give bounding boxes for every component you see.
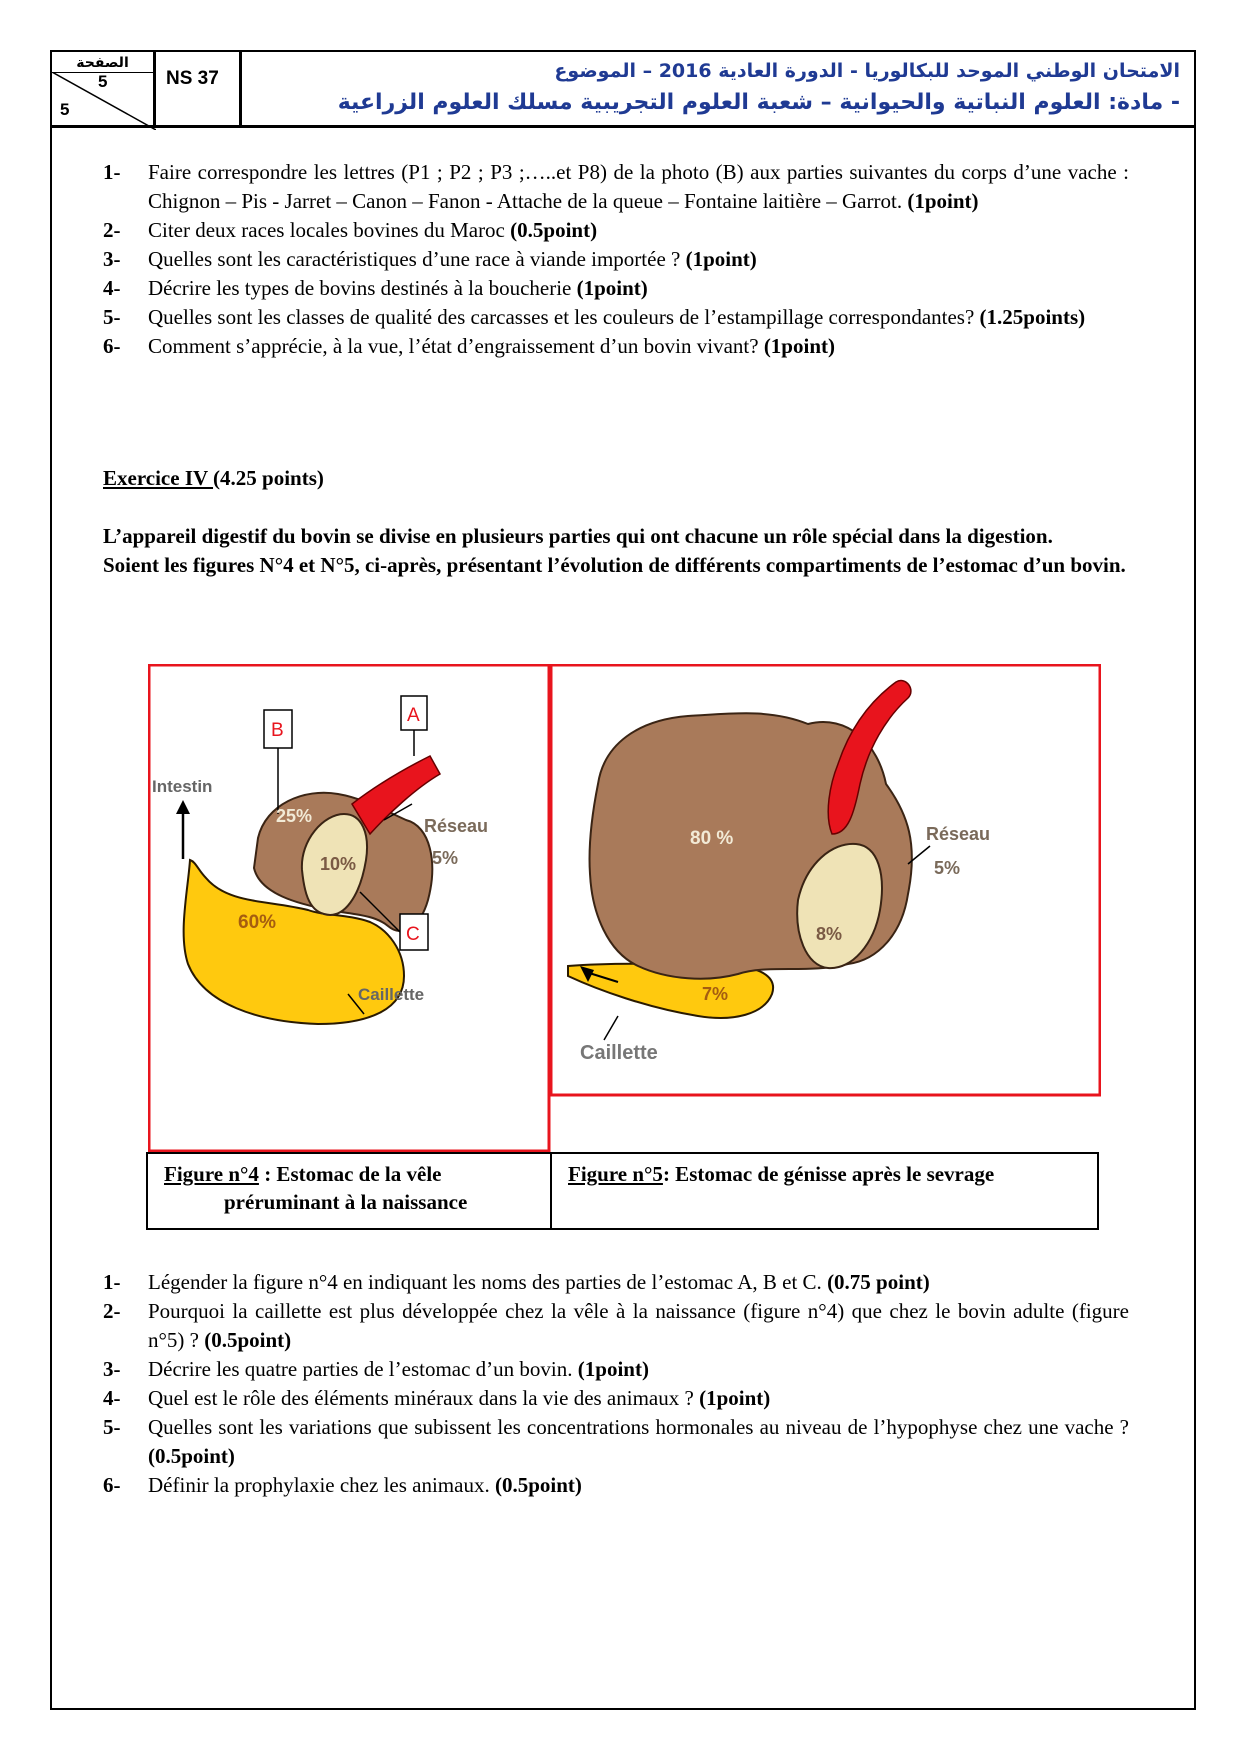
question-item: 5- Quelles sont les variations que subissent les concentrations hormonales au niveau de l’hypophyse chez une vache ? (0.5point) xyxy=(103,1415,1129,1468)
intro-paragraph-2: Soient les figures N°4 et N°5, ci-après, présentant l’évolution de différents compartiments de l’estomac d’un bovin. xyxy=(103,553,1126,577)
exercise-4-heading xyxy=(103,464,1129,493)
label-a: A xyxy=(407,705,420,726)
pct-caillette-7: 7% xyxy=(702,984,729,1004)
question-item: 3- Quelles sont les caractéristiques d’une race à viande importée ? (1point) xyxy=(103,247,757,271)
figure-5 xyxy=(551,665,1100,1095)
page-number-box xyxy=(52,52,156,125)
caption-figure-4: Figure n°4 : Estomac de la vêle préruminant à la naissance xyxy=(148,1154,552,1228)
label-caillette-5: Caillette xyxy=(580,1042,658,1064)
figure-4 xyxy=(149,665,549,1151)
exam-code: NS 37 xyxy=(160,52,242,125)
question-item: 2- Pourquoi la caillette est plus développée chez la vêle à la naissance (figure n°4) que chez le bovin adulte (figure n°5) ? (0.5point) xyxy=(103,1299,1129,1352)
exercise-title: Exercice IV xyxy=(103,466,214,490)
caption-figure-5: Figure n°5: Estomac de génisse après le sevrage xyxy=(568,1162,995,1186)
intro-paragraph-1: L’appareil digestif du bovin se divise en plusieurs parties qui ont chacune un rôle spécial dans la digestion. xyxy=(103,524,1053,548)
figure-captions xyxy=(146,1152,1099,1230)
label-caillette: Caillette xyxy=(358,985,425,1004)
header-line-2: - مادة: العلوم النباتية والحيوانية – شعبة العلوم التجريبية مسلك العلوم الزراعية xyxy=(337,90,1180,115)
label-reseau: Réseau xyxy=(424,816,489,836)
page-total: 5 xyxy=(60,100,70,119)
question-list-part2 xyxy=(103,1268,1129,1500)
pct-reseau-5: 5% xyxy=(432,848,459,868)
question-item: 4- Décrire les types de bovins destinés à la boucherie (1point) xyxy=(103,276,648,300)
question-item: 5- Quelles sont les classes de qualité des carcasses et les couleurs de l’estampillage correspondantes? (1.25points) xyxy=(103,305,1086,329)
page-header xyxy=(50,50,1196,128)
question-item: 2- Citer deux races locales bovines du Maroc (0.5point) xyxy=(103,218,598,242)
stomach-figures xyxy=(148,664,1101,1152)
question-item: 1- Légender la figure n°4 en indiquant les noms des parties de l’estomac A, B et C. (0.75 point) xyxy=(103,1270,930,1294)
pct-reseau-5b: 5% xyxy=(934,858,961,878)
question-list-part1 xyxy=(103,158,1129,361)
exercise-points: (4.25 points) xyxy=(213,466,324,490)
question-item: 1- Faire correspondre les lettres (P1 ; P2 ; P3 ;…..et P8) de la photo (B) aux parties suivantes du corps d’une vache : Chignon – Pis - Jarret – Canon – Fanon - Attache de la queue – Fontaine laitière – Garrot. (1point) xyxy=(103,160,1129,213)
exercise-intro xyxy=(103,522,1129,580)
figures-area xyxy=(148,664,1101,1152)
label-b: B xyxy=(271,720,284,741)
pct-reseau: 10% xyxy=(320,854,357,874)
page-number: 5 xyxy=(98,72,108,91)
label-reseau-5: Réseau xyxy=(926,824,991,844)
label-c: C xyxy=(406,924,420,945)
pct-rumen-5: 80 % xyxy=(690,828,734,849)
question-item: 3- Décrire les quatre parties de l’estomac d’un bovin. (1point) xyxy=(103,1357,649,1381)
label-intestin: Intestin xyxy=(152,777,213,796)
page-label: الصفحة xyxy=(52,54,153,73)
pct-caillette: 60% xyxy=(238,912,277,933)
pct-reseau-8: 8% xyxy=(816,924,843,944)
question-item: 6- Comment s’apprécie, à la vue, l’état d’engraissement d’un bovin vivant? (1point) xyxy=(103,334,835,358)
question-item: 4- Quel est le rôle des éléments minéraux dans la vie des animaux ? (1point) xyxy=(103,1386,771,1410)
header-title xyxy=(242,52,1194,125)
header-line-1: الامتحان الوطني الموحد للبكالوريا - الدورة العادية 2016 – الموضوع xyxy=(554,60,1180,82)
question-item: 6- Définir la prophylaxie chez les animaux. (0.5point) xyxy=(103,1473,582,1497)
pct-rumen: 25% xyxy=(276,806,313,826)
